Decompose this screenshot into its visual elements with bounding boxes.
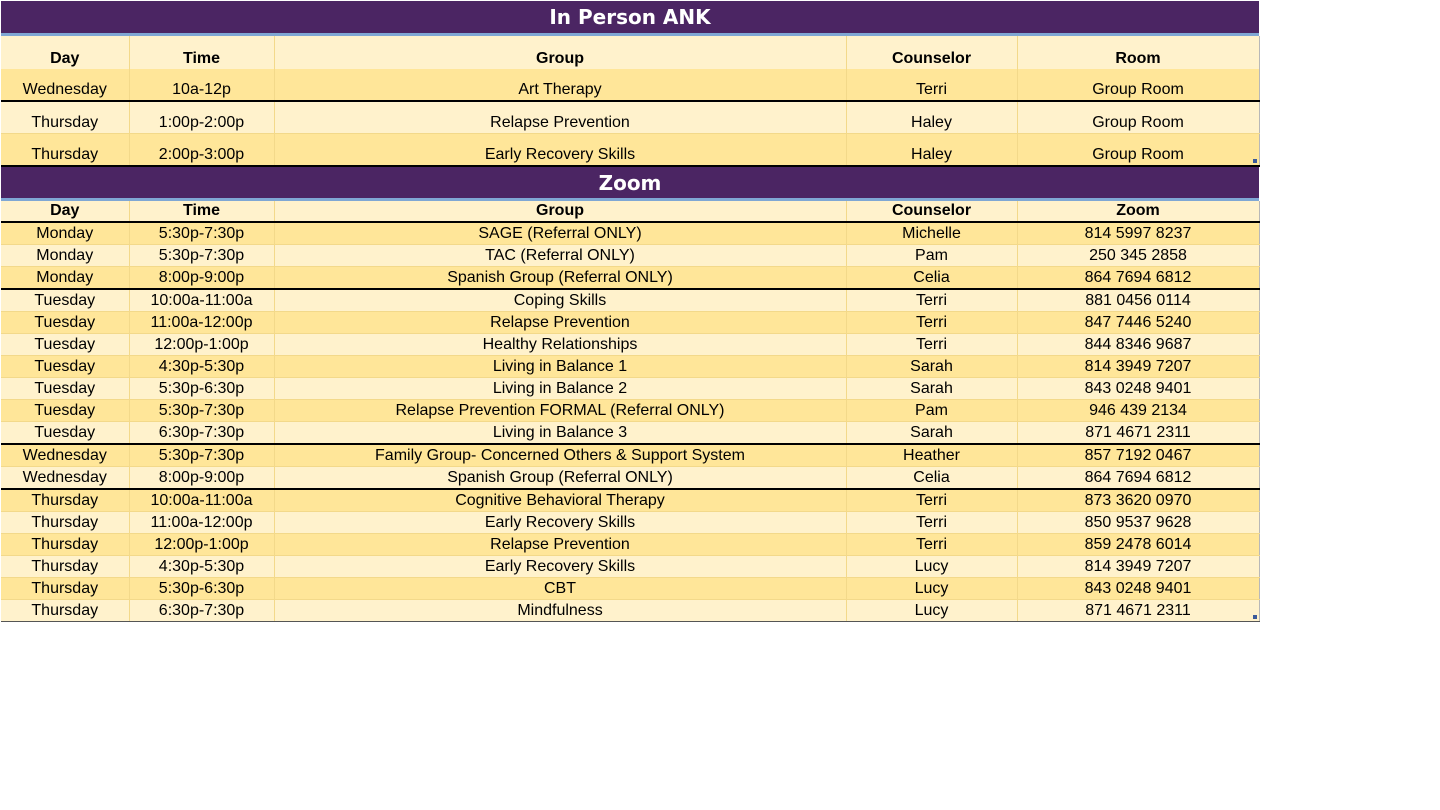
- cell-day: Thursday: [1, 101, 129, 134]
- cell-day: Tuesday: [1, 378, 129, 400]
- header-day: Day: [1, 201, 129, 222]
- cell-group: CBT: [274, 578, 846, 600]
- cell-time: 10:00a-11:00a: [129, 289, 274, 312]
- cell-day: Thursday: [1, 556, 129, 578]
- cell-time: 2:00p-3:00p: [129, 134, 274, 167]
- cell-zoom-id: 871 4671 2311: [1017, 422, 1259, 445]
- selection-handle-icon[interactable]: [1253, 159, 1257, 163]
- cell-day: Tuesday: [1, 289, 129, 312]
- cell-counselor: Lucy: [846, 556, 1017, 578]
- cell-time: 6:30p-7:30p: [129, 422, 274, 445]
- cell-counselor: Pam: [846, 400, 1017, 422]
- cell-group: Art Therapy: [274, 69, 846, 101]
- cell-time: 10a-12p: [129, 69, 274, 101]
- cell-counselor: Celia: [846, 267, 1017, 290]
- cell-time: 12:00p-1:00p: [129, 334, 274, 356]
- table-row: [1, 356, 1259, 378]
- cell-day: Wednesday: [1, 467, 129, 490]
- cell-counselor: Lucy: [846, 600, 1017, 622]
- cell-day: Thursday: [1, 600, 129, 622]
- table-row: [1, 245, 1259, 267]
- in-person-table: [1, 36, 1260, 167]
- table-row: [1, 422, 1259, 445]
- cell-counselor: Terri: [846, 512, 1017, 534]
- table-row: [1, 101, 1259, 134]
- cell-day: Wednesday: [1, 444, 129, 467]
- table-row: [1, 378, 1259, 400]
- cell-group: Relapse Prevention: [274, 101, 846, 134]
- cell-day: Thursday: [1, 578, 129, 600]
- header-time: Time: [129, 36, 274, 69]
- cell-day: Tuesday: [1, 334, 129, 356]
- cell-zoom-id: 250 345 2858: [1017, 245, 1259, 267]
- cell-time: 5:30p-7:30p: [129, 444, 274, 467]
- cell-day: Monday: [1, 267, 129, 290]
- cell-day: Monday: [1, 245, 129, 267]
- cell-zoom-id: 844 8346 9687: [1017, 334, 1259, 356]
- cell-counselor: Pam: [846, 245, 1017, 267]
- cell-time: 1:00p-2:00p: [129, 101, 274, 134]
- zoom-title: Zoom: [1, 167, 1259, 201]
- cell-counselor: Sarah: [846, 356, 1017, 378]
- cell-day: Monday: [1, 222, 129, 245]
- cell-room: Group Room: [1017, 134, 1259, 167]
- cell-group: Relapse Prevention FORMAL (Referral ONLY): [274, 400, 846, 422]
- cell-zoom-id: 843 0248 9401: [1017, 378, 1259, 400]
- table-row: [1, 489, 1259, 512]
- cell-time: 12:00p-1:00p: [129, 534, 274, 556]
- cell-time: 5:30p-6:30p: [129, 378, 274, 400]
- cell-group: Early Recovery Skills: [274, 512, 846, 534]
- cell-group: Coping Skills: [274, 289, 846, 312]
- cell-time: 5:30p-7:30p: [129, 222, 274, 245]
- cell-time: 8:00p-9:00p: [129, 267, 274, 290]
- cell-group: TAC (Referral ONLY): [274, 245, 846, 267]
- cell-day: Thursday: [1, 489, 129, 512]
- cell-group: Cognitive Behavioral Therapy: [274, 489, 846, 512]
- cell-zoom-id: 814 3949 7207: [1017, 556, 1259, 578]
- cell-zoom-id: 814 3949 7207: [1017, 356, 1259, 378]
- table-row: [1, 444, 1259, 467]
- table-row: [1, 556, 1259, 578]
- header-counselor: Counselor: [846, 201, 1017, 222]
- cell-group: SAGE (Referral ONLY): [274, 222, 846, 245]
- schedule-sheet: [1, 1, 1259, 622]
- header-group: Group: [274, 36, 846, 69]
- cell-zoom-id: 859 2478 6014: [1017, 534, 1259, 556]
- table-row: [1, 512, 1259, 534]
- cell-room: Group Room: [1017, 101, 1259, 134]
- in-person-title: In Person ANK: [1, 1, 1259, 36]
- cell-time: 10:00a-11:00a: [129, 489, 274, 512]
- cell-day: Thursday: [1, 534, 129, 556]
- header-time: Time: [129, 201, 274, 222]
- cell-counselor: Michelle: [846, 222, 1017, 245]
- table-row: [1, 400, 1259, 422]
- cell-counselor: Heather: [846, 444, 1017, 467]
- cell-time: 5:30p-7:30p: [129, 245, 274, 267]
- cell-group: Living in Balance 1: [274, 356, 846, 378]
- cell-counselor: Terri: [846, 69, 1017, 101]
- cell-counselor: Terri: [846, 289, 1017, 312]
- cell-counselor: Haley: [846, 134, 1017, 167]
- cell-group: Living in Balance 3: [274, 422, 846, 445]
- cell-day: Tuesday: [1, 422, 129, 445]
- cell-time: 6:30p-7:30p: [129, 600, 274, 622]
- table-row: [1, 334, 1259, 356]
- table-row: [1, 134, 1259, 167]
- cell-group: Healthy Relationships: [274, 334, 846, 356]
- cell-group: Relapse Prevention: [274, 534, 846, 556]
- cell-group: Relapse Prevention: [274, 312, 846, 334]
- cell-group: Family Group- Concerned Others & Support System: [274, 444, 846, 467]
- cell-room: Group Room: [1017, 69, 1259, 101]
- cell-counselor: Sarah: [846, 378, 1017, 400]
- header-room: Room: [1017, 36, 1259, 69]
- cell-time: 4:30p-5:30p: [129, 556, 274, 578]
- cell-day: Thursday: [1, 512, 129, 534]
- cell-group: Spanish Group (Referral ONLY): [274, 467, 846, 490]
- header-day: Day: [1, 36, 129, 69]
- table-row: [1, 578, 1259, 600]
- header-zoom-id: Zoom: [1017, 201, 1259, 222]
- cell-zoom-id: 814 5997 8237: [1017, 222, 1259, 245]
- cell-group: Early Recovery Skills: [274, 134, 846, 167]
- table-row: [1, 69, 1259, 101]
- cell-day: Tuesday: [1, 356, 129, 378]
- zoom-header-row: [1, 201, 1259, 222]
- table-row: [1, 267, 1259, 290]
- header-counselor: Counselor: [846, 36, 1017, 69]
- cell-zoom-id: 843 0248 9401: [1017, 578, 1259, 600]
- table-row: [1, 467, 1259, 490]
- cell-day: Tuesday: [1, 400, 129, 422]
- cell-time: 5:30p-7:30p: [129, 400, 274, 422]
- cell-zoom-id: 946 439 2134: [1017, 400, 1259, 422]
- cell-group: Spanish Group (Referral ONLY): [274, 267, 846, 290]
- cell-counselor: Lucy: [846, 578, 1017, 600]
- cell-zoom-id: 847 7446 5240: [1017, 312, 1259, 334]
- cell-counselor: Terri: [846, 489, 1017, 512]
- cell-day: Thursday: [1, 134, 129, 167]
- cell-zoom-id: 857 7192 0467: [1017, 444, 1259, 467]
- selection-handle-icon[interactable]: [1253, 615, 1257, 619]
- cell-zoom-id: 881 0456 0114: [1017, 289, 1259, 312]
- cell-zoom-id: 871 4671 2311: [1017, 600, 1259, 622]
- cell-group: Living in Balance 2: [274, 378, 846, 400]
- cell-group: Mindfulness: [274, 600, 846, 622]
- cell-time: 8:00p-9:00p: [129, 467, 274, 490]
- cell-group: Early Recovery Skills: [274, 556, 846, 578]
- cell-zoom-id: 850 9537 9628: [1017, 512, 1259, 534]
- cell-time: 11:00a-12:00p: [129, 312, 274, 334]
- cell-time: 11:00a-12:00p: [129, 512, 274, 534]
- cell-counselor: Celia: [846, 467, 1017, 490]
- table-row: [1, 600, 1259, 622]
- header-group: Group: [274, 201, 846, 222]
- table-row: [1, 289, 1259, 312]
- cell-counselor: Sarah: [846, 422, 1017, 445]
- in-person-header-row: [1, 36, 1259, 69]
- cell-day: Tuesday: [1, 312, 129, 334]
- table-row: [1, 312, 1259, 334]
- table-row: [1, 534, 1259, 556]
- cell-time: 4:30p-5:30p: [129, 356, 274, 378]
- cell-zoom-id: 864 7694 6812: [1017, 467, 1259, 490]
- cell-counselor: Haley: [846, 101, 1017, 134]
- cell-counselor: Terri: [846, 534, 1017, 556]
- cell-zoom-id: 864 7694 6812: [1017, 267, 1259, 290]
- zoom-table: [1, 201, 1260, 622]
- cell-counselor: Terri: [846, 312, 1017, 334]
- cell-counselor: Terri: [846, 334, 1017, 356]
- table-row: [1, 222, 1259, 245]
- cell-zoom-id: 873 3620 0970: [1017, 489, 1259, 512]
- cell-day: Wednesday: [1, 69, 129, 101]
- cell-time: 5:30p-6:30p: [129, 578, 274, 600]
